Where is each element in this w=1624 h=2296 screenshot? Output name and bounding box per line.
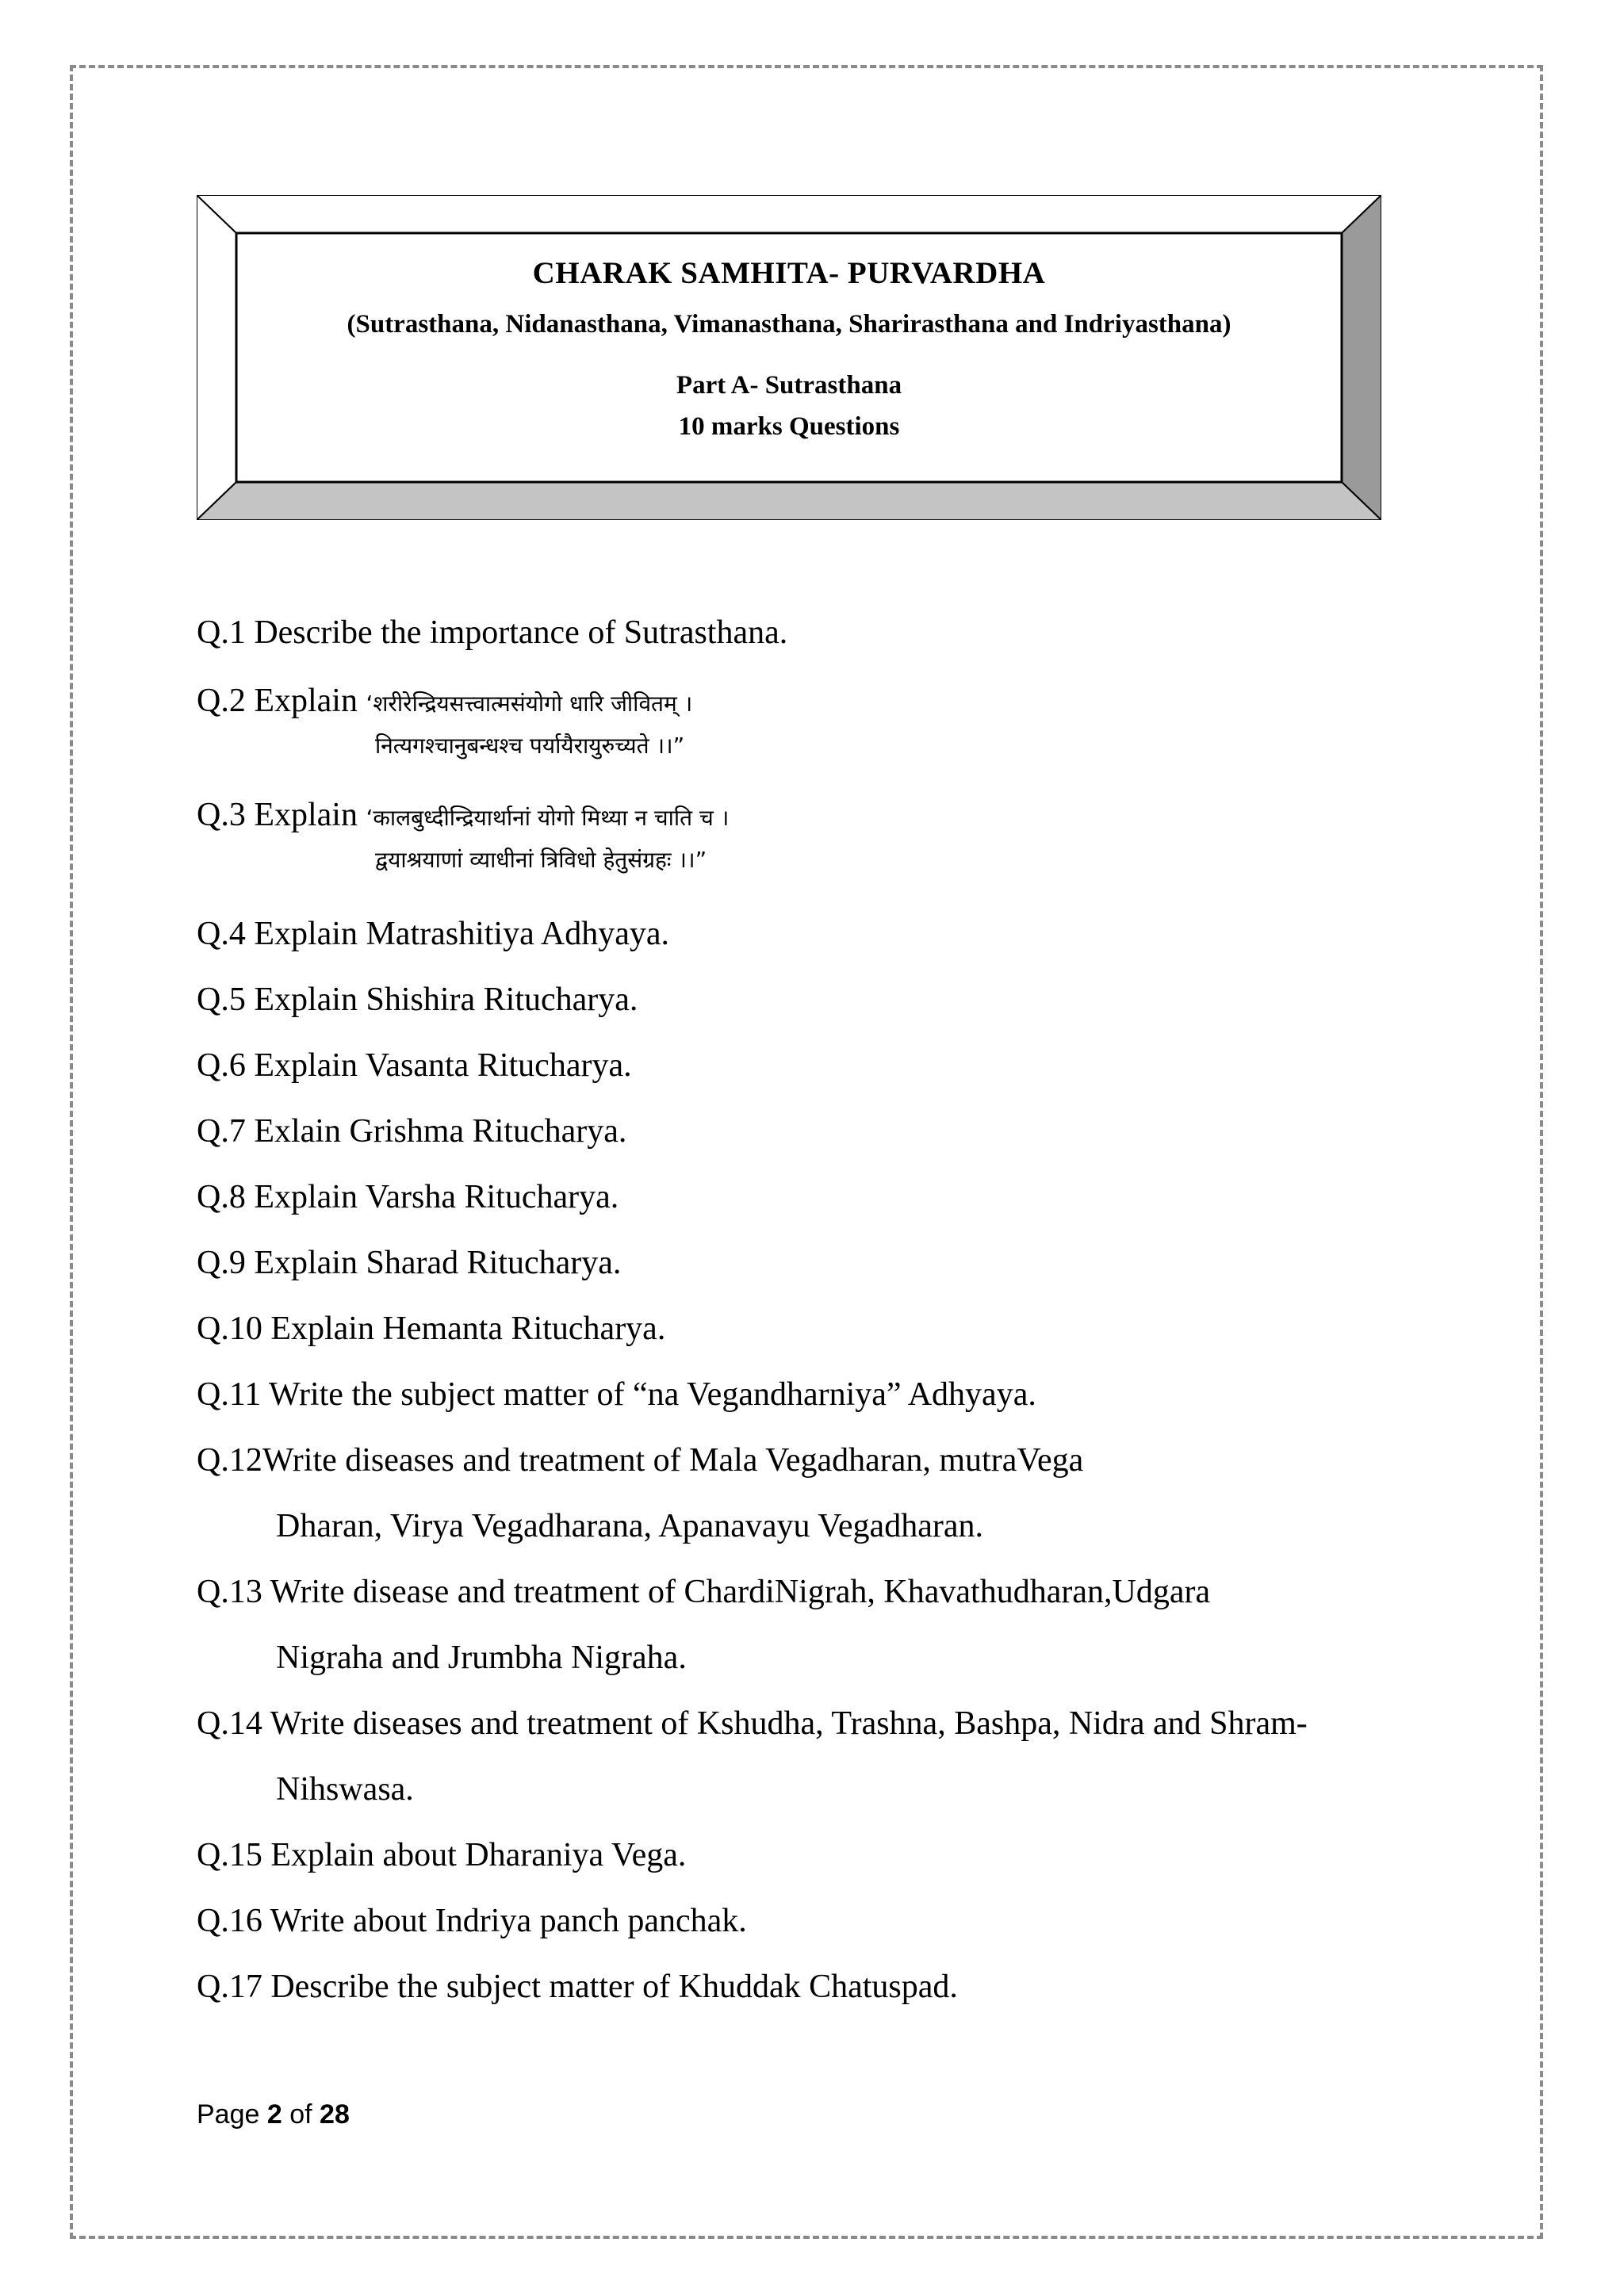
document-subtitle: (Sutrasthana, Nidanasthana, Vimanasthana, Sharirasthana and Indriyasthana) bbox=[347, 310, 1231, 339]
question-2 bbox=[197, 679, 1434, 766]
title-box bbox=[197, 195, 1381, 520]
question-14 bbox=[197, 1701, 1434, 1812]
page-prefix: Page bbox=[197, 2099, 267, 2130]
part-label: Part A- Sutrasthana bbox=[676, 371, 902, 400]
question-7: Q.7 Exlain Grishma Ritucharya. bbox=[197, 1113, 627, 1150]
question-2-verse-line-2: नित्यगश्चानुबन्धश्च पर्यायैरायुरुच्यते ।।” bbox=[375, 733, 685, 759]
question-13 bbox=[197, 1570, 1434, 1680]
question-15: Q.15 Explain about Dharaniya Vega. bbox=[197, 1837, 687, 1873]
question-8: Q.8 Explain Varsha Ritucharya. bbox=[197, 1179, 619, 1215]
question-11: Q.11 Write the subject matter of “na Vegandharniya” Adhyaya. bbox=[197, 1376, 1036, 1413]
question-16: Q.16 Write about Indriya panch panchak. bbox=[197, 1903, 747, 1939]
question-4: Q.4 Explain Matrashitiya Adhyaya. bbox=[197, 916, 670, 952]
question-1: Q.1 Describe the importance of Sutrasthana. bbox=[197, 614, 788, 651]
question-6: Q.6 Explain Vasanta Ritucharya. bbox=[197, 1047, 632, 1084]
question-12 bbox=[197, 1438, 1434, 1548]
question-9: Q.9 Explain Sharad Ritucharya. bbox=[197, 1245, 622, 1281]
question-2-verse-line-1: ‘शरीरेन्द्रियसत्त्वात्मसंयोगो धारि जीवितम् । bbox=[366, 691, 693, 717]
page-number: 2 bbox=[266, 2099, 282, 2130]
question-17: Q.17 Describe the subject matter of Khuddak Chatuspad. bbox=[197, 1969, 958, 2005]
question-5: Q.5 Explain Shishira Ritucharya. bbox=[197, 982, 638, 1018]
question-14-line-2: Nihswasa. bbox=[276, 1771, 414, 1808]
question-12-line-2: Dharan, Virya Vegadharana, Apanavayu Vegadharan. bbox=[276, 1508, 983, 1544]
question-12-line-1: Q.12Write diseases and treatment of Mala Vegadharan, mutraVega bbox=[197, 1442, 1084, 1479]
page-total: 28 bbox=[320, 2099, 350, 2130]
question-2-prefix: Q.2 Explain bbox=[197, 683, 366, 719]
question-3-verse-line-1: ‘कालबुध्दीन्द्रियार्थानां योगो मिथ्या न चाति च । bbox=[366, 805, 730, 831]
part-heading bbox=[236, 365, 1342, 447]
title-content bbox=[236, 233, 1342, 482]
question-13-line-1: Q.13 Write disease and treatment of ChardiNigrah, Khavathudharan,Udgara bbox=[197, 1574, 1211, 1610]
question-10: Q.10 Explain Hemanta Ritucharya. bbox=[197, 1311, 666, 1347]
question-3-prefix: Q.3 Explain bbox=[197, 797, 366, 833]
question-14-line-1: Q.14 Write diseases and treatment of Kshudha, Trashna, Bashpa, Nidra and Shram- bbox=[197, 1705, 1308, 1742]
question-3-verse-line-2: द्वयाश्रयाणां व्याधीनां त्रिविधो हेतुसंग्रहः ।।” bbox=[375, 847, 707, 873]
question-3 bbox=[197, 793, 1434, 880]
question-13-line-2: Nigraha and Jrumbha Nigraha. bbox=[276, 1640, 687, 1676]
marks-label: 10 marks Questions bbox=[678, 412, 900, 441]
question-list bbox=[197, 610, 1434, 2009]
page-footer bbox=[197, 2099, 350, 2130]
page-of-label: of bbox=[282, 2099, 320, 2130]
document-title: CHARAK SAMHITA- PURVARDHA bbox=[532, 256, 1046, 290]
